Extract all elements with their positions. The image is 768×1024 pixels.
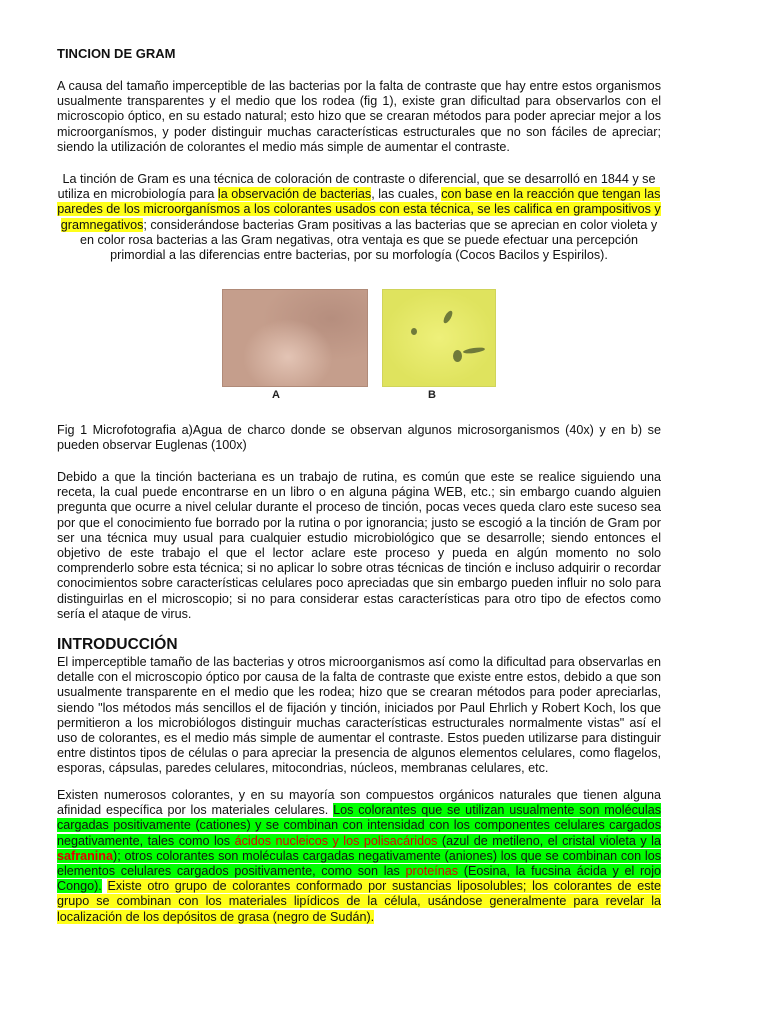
micrograph-a-image xyxy=(222,289,368,387)
highlight-anionic-examples: (Eosina, la fucsina ácida y el rojo Congo). xyxy=(57,864,661,894)
figure-label-a: A xyxy=(272,389,280,401)
text-segment: ; considerándose bacterias Gram positivas a las bacterias que se aprecian en color violeta y en color rosa bacterias a las Gram negativas, otra ventaja es que se puede efectuar una percepción primordial a las diferencias entre bacterias, por su morfología (Cocos Bacilos y Espirilos). xyxy=(80,217,658,263)
paragraph-introduccion: El imperceptible tamaño de las bacterias y otros microorganismos así como la dificultad para observarlas en detalle con el microscopio óptico por causa de la falta de contraste que existe entre estos, debido a que son usualmente transparente en el medio que les rodea; hizo que se crearan métodos para poder apreciarlas, siendo "los métodos más sencillos el de fijación y tinción, iniciados por Paul Ehrlich y Robert Koch, los que permitieron a los microbiólogos distinguir muchas características estructurales normalmente vistas" así el uso de colorantes, es el medio más simple de aumentar el contraste. Estos pueden utilizarse para distinguir entre distintos tipos de células o para apreciar la presencia de algunos elementos celulares, como flagelos, esporas, cápsulas, paredes celulares, mitocondrias, núcleos, membranas celulares, etc. xyxy=(57,655,661,776)
highlight-anionic-dyes: ); otros colorantes son moléculas cargadas negativamente (aniones) los que se combinan con los elementos celulares cargados positivamente, como son las xyxy=(57,848,661,879)
paragraph-intro: A causa del tamaño imperceptible de las bacterias por la falta de contraste que hay entre estos organismos usualmente transparentes y el medio que los rodea (fig 1), existe gran dificultad para observarlos con el microscopio óptico, en su estado natural; esto hizo que se crearan métodos para poder apreciar mejor a los microorganísmos, y poder distinguir muchas características estructurales que no son fáciles de apreciar; siendo la utilización de colorantes el medio más simple de aumentar el contraste. xyxy=(57,79,661,154)
figure-label-b: B xyxy=(428,389,436,401)
micrograph-b-image xyxy=(382,289,496,387)
highlight-liposoluble-dyes: Existe otro grupo de colorantes conformado por sustancias liposolubles; los colorantes de este grupo se combinan con los materiales lipídicos de la célula, usándose generalmente para revelar la localización de los depósitos de grasa (negro de Sudán). xyxy=(57,879,662,924)
text-segment: Existen numerosos colorantes, y en su mayoría son compuestos orgánicos naturales que tienen alguna afinidad específica por los materiales celulares. xyxy=(57,788,661,818)
paragraph-motivation: Debido a que la tinción bacteriana es un trabajo de rutina, es común que este se realice siguiendo una receta, la cual puede encontrarse en un libro o en alguna página WEB, etc.; sin embargo cuando alguien pregunta que ocurre a nivel celular durante el proceso de tinción, pocas veces queda claro este suceso sea por que el conocimiento fue borrado por la rutina o por ignorancia; justo se escogió a la tinción de Gram por ser una técnica muy usual para cualquier estudio microbiológico que se desarrolle; siendo entonces el objetivo de este trabajo el que el lector aclare este proceso y pueda en algún momento no solo comprenderlo sobre esta técnica; si no aplicar lo sobre otras técnicas de tinción e incluso adquirir o recordar conocimientos sobre características celulares poco apreciadas que sin embargo pueden influir no solo para distinguirlas en el microscopio; si no para considerar estas características para otro tipo de efectos como sería el ataque de virus. xyxy=(57,470,661,621)
highlight-safranina: safranina xyxy=(57,848,113,863)
highlight-cationic-examples: (azul de metileno, el cristal violeta y la xyxy=(437,833,661,848)
text-segment: La tinción de Gram es una técnica de coloración de contraste o diferencial, que se desarrolló en 1844 y se utiliza en microbiología para xyxy=(57,172,656,202)
paragraph-gram-definition xyxy=(57,172,661,263)
highlight-proteinas: proteínas xyxy=(405,864,459,879)
paragraph-colorantes xyxy=(57,788,661,925)
document-title: TINCION DE GRAM xyxy=(57,46,176,61)
highlight-cationic-dyes: Los colorantes que se utilizan usualmente son moléculas cargadas positivamente (cationes) y se combinan con intensidad con los componentes celulares cargados negativamente, tales como los xyxy=(57,803,661,848)
highlight-gram-classification: con base en la reacción que tengan las paredes de los microorganísmos a los colorantes usados con esta técnica, se les califica en grampositivos y gramnegativos xyxy=(57,187,661,232)
highlight-nucleic-acids: ácidos nucleicos y los polisacáridos xyxy=(234,833,438,848)
highlight-bacteria-observation: la observación de bacterias xyxy=(217,187,372,202)
figure-caption: Fig 1 Microfotografia a)Agua de charco donde se observan algunos microsorganismos (40x) y en b) se pueden observar Euglenas (100x) xyxy=(57,423,661,453)
text-segment: , las cuales, xyxy=(371,187,442,202)
section-heading-introduccion: INTRODUCCIÓN xyxy=(57,636,178,653)
